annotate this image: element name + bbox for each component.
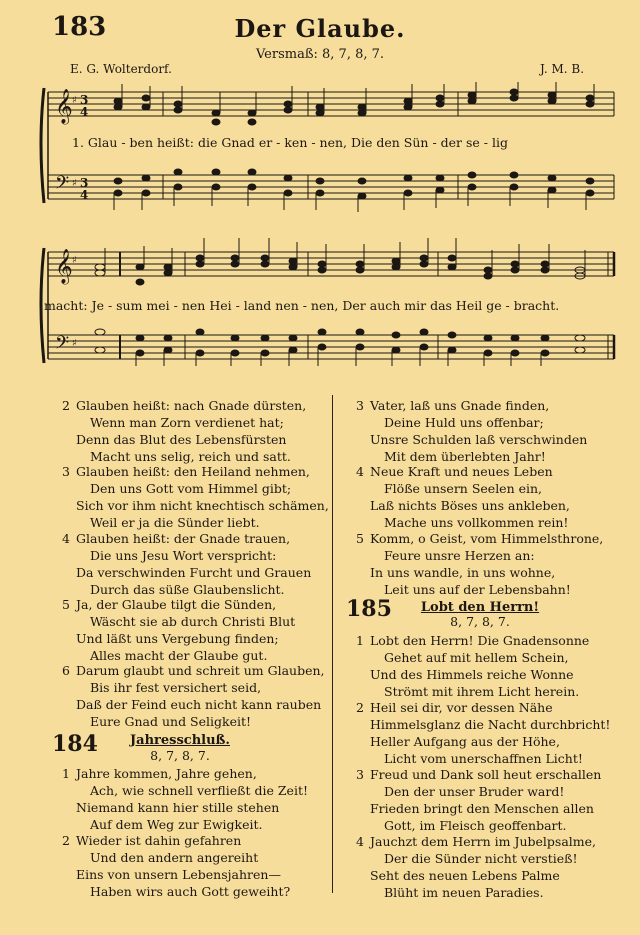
stanza-line: Strömt mit ihrem Licht herein. [384, 684, 580, 699]
stanza-line: Der die Sünder nicht verstieß! [384, 851, 578, 866]
stanza-number: 3 [62, 464, 70, 479]
stanza-183-2 [62, 397, 306, 465]
stanza-184-1 [62, 765, 308, 833]
stanza-number: 1 [62, 766, 70, 781]
svg-text:4: 4 [80, 188, 89, 202]
stanza-line: Leit uns auf der Lebensbahn! [384, 582, 571, 597]
stanza-line: Darum glaubt und schreit um Glauben, [76, 663, 325, 678]
stanza-line: Denn das Blut des Lebensfürsten [76, 432, 287, 447]
lyric-line-2: macht: Je - sum mei - nen Hei - land nen - nen, Der auch mir das Heil ge - bracht. [44, 298, 560, 313]
stanza-line: Wenn man Zorn verdienet hat; [90, 415, 284, 430]
stanza-line: Deine Huld uns offenbar; [384, 415, 544, 430]
stanza-line: Neue Kraft und neues Leben [370, 464, 553, 479]
hymn-184-number: 184 [52, 731, 98, 757]
stanza-line: Blüht im neuen Paradies. [384, 885, 544, 900]
stanza-line: Durch das süße Glaubenslicht. [90, 582, 285, 597]
stanza-line: Ach, wie schnell verfließt die Zeit! [90, 783, 308, 798]
stanza-line: Und des Himmels reiche Wonne [370, 667, 574, 682]
stanza-number: 3 [356, 767, 364, 782]
stanza-number: 3 [356, 398, 364, 413]
stanza-line: Mache uns vollkommen rein! [384, 515, 569, 530]
stanza-185-1 [356, 632, 589, 700]
svg-text:3: 3 [80, 93, 89, 107]
stanza-line: Lobt den Herrn! Die Gnadensonne [370, 633, 590, 648]
svg-text:♯: ♯ [72, 95, 77, 106]
stanza-line: Daß der Feind euch nicht kann rauben [76, 697, 322, 712]
stanza-line: Seht des neuen Lebens Palme [370, 868, 560, 883]
stanza-number: 6 [62, 663, 70, 678]
stanza-line: Flöße unsern Seelen ein, [384, 481, 543, 496]
stanza-line: Glauben heißt: den Heiland nehmen, [76, 464, 310, 479]
stanza-line: Auf dem Weg zur Ewigkeit. [90, 817, 263, 832]
stanza-line: Haben wirs auch Gott geweiht? [90, 884, 291, 899]
stanza-line: Wäscht sie ab durch Christi Blut [90, 614, 296, 629]
stanza-line: Heil sei dir, vor dessen Nähe [370, 700, 553, 715]
stanza-line: Bis ihr fest versichert seid, [90, 680, 262, 695]
stanza-line: Glauben heißt: der Gnade trauen, [76, 531, 291, 546]
svg-text:𝄞: 𝄞 [55, 89, 73, 124]
svg-text:4: 4 [80, 105, 89, 119]
stanza-line: Himmelsglanz die Nacht durchbricht! [370, 717, 611, 732]
stanza-line: Gott, im Fleisch geoffenbart. [384, 818, 567, 833]
stanza-line: Vater, laß uns Gnade finden, [370, 398, 550, 413]
stanza-line: Heller Aufgang aus der Höhe, [370, 734, 560, 749]
stanza-number: 4 [356, 464, 364, 479]
stanza-line: Und läßt uns Vergebung finden; [76, 631, 279, 646]
stanza-line: Eure Gnad und Seligkeit! [90, 714, 252, 729]
stanza-line: Mit dem überlebten Jahr! [384, 449, 546, 464]
stanza-185-2 [356, 699, 610, 767]
stanza-line: Glauben heißt: nach Gnade dürsten, [76, 398, 307, 413]
stanza-line: Jahre kommen, Jahre gehen, [76, 766, 257, 781]
hymn-title: Der Glaube. [234, 14, 406, 43]
stanza-line: Feure unsre Herzen an: [384, 548, 535, 563]
svg-text:♯: ♯ [72, 178, 77, 189]
stanza-185-4 [356, 833, 596, 901]
stanza-line: Ja, der Glaube tilgt die Sünden, [76, 597, 277, 612]
stanza-number: 5 [62, 597, 70, 612]
svg-text:♯: ♯ [72, 255, 77, 266]
hymn-185-title: Lobt den Herrn! [420, 600, 540, 615]
composer-credit: E. G. Wolterdorf. [70, 62, 172, 76]
hymn-185-meter: 8, 7, 8, 7. [450, 614, 510, 629]
stanza-183-3 [62, 463, 329, 531]
stanza-184-2 [62, 832, 290, 900]
stanza-line: Licht vom unerschaffnen Licht! [384, 751, 583, 766]
stanza-line: Jauchzt dem Herrn im Jubelpsalme, [370, 834, 597, 849]
stanza-line: Den der unser Bruder ward! [384, 784, 565, 799]
stanza-line: Alles macht der Glaube gut. [90, 648, 268, 663]
stanza-183-5 [62, 596, 295, 664]
hymn-184-meter: 8, 7, 8, 7. [150, 748, 210, 763]
arranger-credit: J. M. B. [540, 62, 585, 76]
stanza-185-3 [356, 766, 601, 834]
stanza-number: 2 [356, 700, 364, 715]
stanza-line: Freud und Dank soll heut erschallen [370, 767, 602, 782]
stanza-line: Gehet auf mit hellem Schein, [384, 650, 569, 665]
stanza-line: Die uns Jesu Wort verspricht: [90, 548, 277, 563]
stanza-line: Laß nichts Böses uns ankleben, [370, 498, 570, 513]
stanza-184-5 [356, 530, 603, 598]
stanza-number: 5 [356, 531, 364, 546]
stanza-line: Den uns Gott vom Himmel gibt; [90, 481, 292, 496]
svg-text:𝄞: 𝄞 [55, 249, 73, 284]
stanza-line: Frieden bringt den Menschen allen [370, 801, 594, 816]
stanza-line: Unsre Schulden laß verschwinden [370, 432, 588, 447]
hymn-meter: Versmaß: 8, 7, 8, 7. [255, 47, 385, 62]
lyric-line-1: 1. Glau - ben heißt: die Gnad er - ken - nen, Die den Sün - der se - lig [72, 135, 508, 150]
svg-text:𝄢: 𝄢 [55, 173, 70, 198]
stanza-line: Sich vor ihm nicht knechtisch schämen, [76, 498, 329, 513]
stanza-184-3 [356, 397, 587, 465]
stanza-line: Weil er ja die Sünder liebt. [90, 515, 260, 530]
column-divider [332, 395, 333, 893]
stanza-line: Wieder ist dahin gefahren [76, 833, 242, 848]
svg-text:3: 3 [80, 176, 89, 190]
stanza-line: In uns wandle, in uns wohne, [370, 565, 556, 580]
svg-text:𝄢: 𝄢 [55, 333, 70, 358]
stanza-line: Und den andern angereiht [90, 850, 259, 865]
stanza-183-4 [62, 530, 311, 598]
stanza-184-4 [356, 463, 570, 531]
hymn-184-title: Jahresschluß. [130, 733, 230, 748]
stanza-line: Eins von unsern Lebensjahren— [76, 867, 281, 882]
stanza-number: 4 [62, 531, 70, 546]
stanza-line: Macht uns selig, reich und satt. [90, 449, 291, 464]
stanza-line: Da verschwinden Furcht und Grauen [76, 565, 312, 580]
stanza-line: Niemand kann hier stille stehen [76, 800, 280, 815]
hymn-185-number: 185 [346, 596, 392, 622]
stanza-183-6 [62, 662, 325, 730]
stanza-number: 2 [62, 833, 70, 848]
stanza-number: 4 [356, 834, 364, 849]
stanza-number: 2 [62, 398, 70, 413]
stanza-number: 1 [356, 633, 364, 648]
svg-text:♯: ♯ [72, 338, 77, 349]
stanza-line: Komm, o Geist, vom Himmelsthrone, [370, 531, 604, 546]
page-number: 183 [52, 12, 107, 42]
